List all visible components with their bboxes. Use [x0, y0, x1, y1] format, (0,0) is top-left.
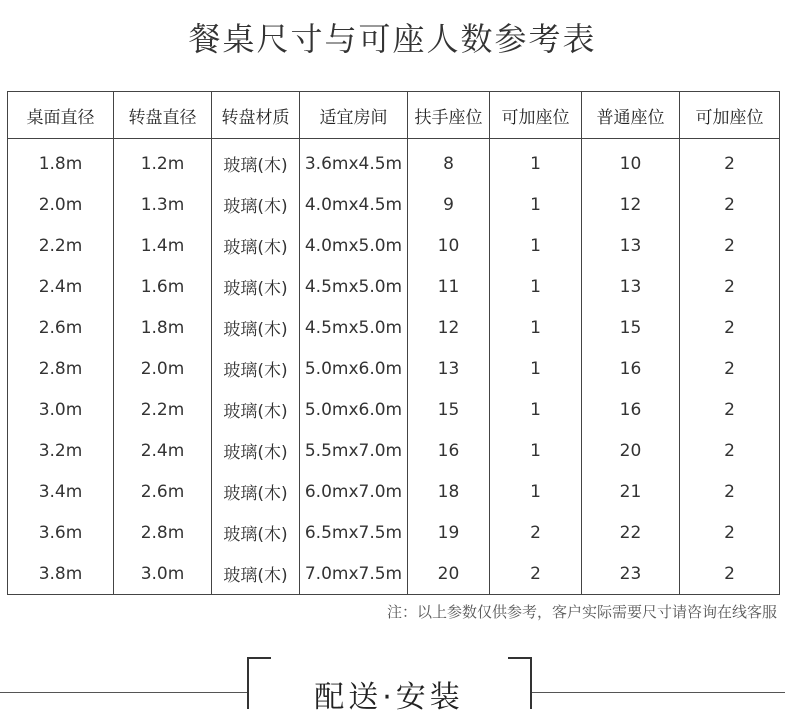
table-cell: 2: [680, 139, 780, 185]
column-header: 可加座位: [680, 92, 780, 139]
column-header: 桌面直径: [8, 92, 114, 139]
table-cell: 16: [408, 430, 490, 471]
section-divider-right: [532, 692, 785, 693]
table-cell: 2.2m: [8, 225, 114, 266]
table-row: [8, 307, 780, 348]
table-row: [8, 184, 780, 225]
table-cell: 1: [490, 430, 582, 471]
table-cell: 1.2m: [114, 139, 212, 185]
table-cell: 6.0mx7.0m: [300, 471, 408, 512]
table-cell: 3.4m: [8, 471, 114, 512]
table-cell: 18: [408, 471, 490, 512]
column-header: 转盘直径: [114, 92, 212, 139]
table-cell: 4.5mx5.0m: [300, 307, 408, 348]
table-cell: 1: [490, 389, 582, 430]
table-cell: 1.8m: [8, 139, 114, 185]
table-row: [8, 266, 780, 307]
table-cell: 12: [408, 307, 490, 348]
table-cell: 15: [582, 307, 680, 348]
table-cell: 玻璃(木): [212, 139, 300, 185]
table-cell: 2: [680, 348, 780, 389]
table-cell: 玻璃(木): [212, 348, 300, 389]
section-title: 配送·安装: [314, 680, 464, 715]
table-cell: 2: [680, 430, 780, 471]
table-cell: 玻璃(木): [212, 266, 300, 307]
table-cell: 13: [582, 225, 680, 266]
table-cell: 11: [408, 266, 490, 307]
table-cell: 2: [490, 553, 582, 595]
table-row: [8, 430, 780, 471]
section-divider-left: [0, 692, 247, 693]
table-cell: 1: [490, 307, 582, 348]
table-header-row: [8, 92, 780, 139]
table-cell: 2.0m: [114, 348, 212, 389]
table-cell: 10: [408, 225, 490, 266]
table-cell: 玻璃(木): [212, 430, 300, 471]
table-cell: 5.5mx7.0m: [300, 430, 408, 471]
table-cell: 2: [680, 553, 780, 595]
table-cell: 2.6m: [114, 471, 212, 512]
table-cell: 9: [408, 184, 490, 225]
table-cell: 玻璃(木): [212, 307, 300, 348]
table-cell: 1: [490, 348, 582, 389]
table-cell: 3.6mx4.5m: [300, 139, 408, 185]
table-cell: 玻璃(木): [212, 553, 300, 595]
page-title: 餐桌尺寸与可座人数参考表: [188, 20, 597, 58]
table-cell: 3.8m: [8, 553, 114, 595]
table-cell: 3.0m: [114, 553, 212, 595]
table-cell: 6.5mx7.5m: [300, 512, 408, 553]
table-row: [8, 225, 780, 266]
table-cell: 玻璃(木): [212, 225, 300, 266]
table-row: [8, 139, 780, 185]
table-cell: 23: [582, 553, 680, 595]
table-cell: 2: [680, 471, 780, 512]
table-row: [8, 553, 780, 595]
section-bracket-right: [508, 657, 532, 709]
table-cell: 3.2m: [8, 430, 114, 471]
table-cell: 2: [680, 307, 780, 348]
table-cell: 2.0m: [8, 184, 114, 225]
table-cell: 16: [582, 389, 680, 430]
table-cell: 2: [490, 512, 582, 553]
table-cell: 15: [408, 389, 490, 430]
table-cell: 2.4m: [8, 266, 114, 307]
size-table: [7, 91, 780, 595]
table-cell: 2.2m: [114, 389, 212, 430]
table-cell: 玻璃(木): [212, 184, 300, 225]
table-row: [8, 389, 780, 430]
table-cell: 2.6m: [8, 307, 114, 348]
table-cell: 2: [680, 184, 780, 225]
table-row: [8, 348, 780, 389]
column-header: 可加座位: [490, 92, 582, 139]
table-cell: 2: [680, 225, 780, 266]
table-cell: 8: [408, 139, 490, 185]
table-cell: 2.4m: [114, 430, 212, 471]
table-cell: 1.4m: [114, 225, 212, 266]
table-cell: 12: [582, 184, 680, 225]
table-cell: 7.0mx7.5m: [300, 553, 408, 595]
table-cell: 1: [490, 139, 582, 185]
table-cell: 5.0mx6.0m: [300, 348, 408, 389]
table-cell: 2: [680, 266, 780, 307]
column-header: 扶手座位: [408, 92, 490, 139]
table-cell: 1: [490, 266, 582, 307]
table-cell: 21: [582, 471, 680, 512]
table-cell: 3.0m: [8, 389, 114, 430]
table-cell: 13: [582, 266, 680, 307]
column-header: 转盘材质: [212, 92, 300, 139]
table-row: [8, 512, 780, 553]
table-cell: 1.8m: [114, 307, 212, 348]
table-cell: 2.8m: [114, 512, 212, 553]
column-header: 适宜房间: [300, 92, 408, 139]
table-cell: 1: [490, 471, 582, 512]
table-row: [8, 471, 780, 512]
table-cell: 1.6m: [114, 266, 212, 307]
footnote: 注：以上参数仅供参考，客户实际需要尺寸请咨询在线客服: [386, 603, 777, 621]
table-cell: 2: [680, 512, 780, 553]
table-cell: 10: [582, 139, 680, 185]
column-header: 普通座位: [582, 92, 680, 139]
table-cell: 4.0mx4.5m: [300, 184, 408, 225]
table-cell: 20: [408, 553, 490, 595]
table-cell: 4.5mx5.0m: [300, 266, 408, 307]
table-cell: 2: [680, 389, 780, 430]
table-cell: 玻璃(木): [212, 471, 300, 512]
table-cell: 2.8m: [8, 348, 114, 389]
table-cell: 1.3m: [114, 184, 212, 225]
table-cell: 4.0mx5.0m: [300, 225, 408, 266]
section-bracket-left: [247, 657, 271, 709]
table-cell: 13: [408, 348, 490, 389]
table-cell: 5.0mx6.0m: [300, 389, 408, 430]
table-cell: 19: [408, 512, 490, 553]
table-cell: 16: [582, 348, 680, 389]
table-cell: 3.6m: [8, 512, 114, 553]
table-body: [8, 139, 780, 595]
table-cell: 玻璃(木): [212, 512, 300, 553]
table-cell: 1: [490, 225, 582, 266]
table-cell: 玻璃(木): [212, 389, 300, 430]
table-cell: 20: [582, 430, 680, 471]
table-cell: 22: [582, 512, 680, 553]
table-cell: 1: [490, 184, 582, 225]
